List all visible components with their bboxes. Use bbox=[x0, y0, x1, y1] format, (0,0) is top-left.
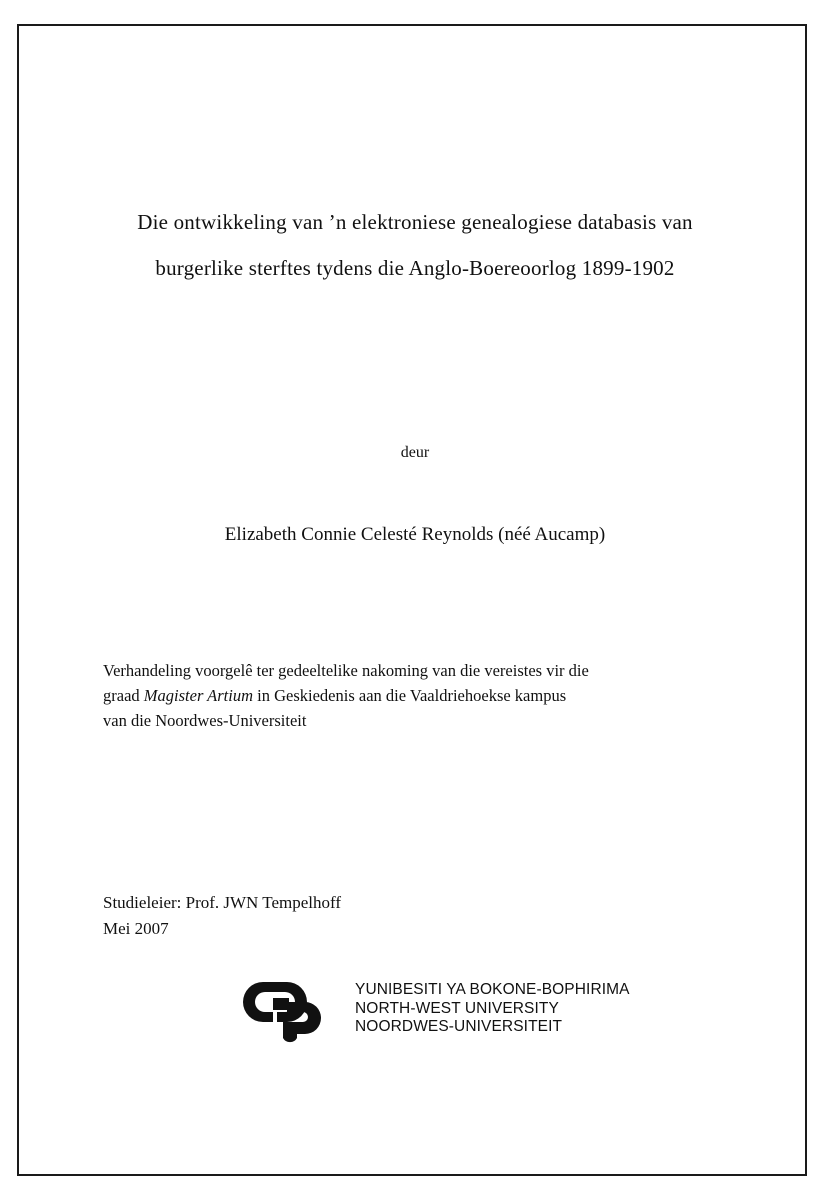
degree-statement bbox=[103, 658, 725, 733]
degree-statement-line-2 bbox=[103, 683, 725, 708]
degree-statement-line-2-post: in Geskiedenis aan die Vaaldriehoekse kampus bbox=[253, 686, 567, 705]
degree-statement-line-3: van die Noordwes-Universiteit bbox=[103, 711, 307, 730]
logo-line-setswana: YUNIBESITI YA BOKONE-BOPHIRIMA bbox=[355, 981, 630, 998]
university-logo-text bbox=[355, 981, 630, 1037]
by-label: deur bbox=[400, 444, 430, 461]
degree-statement-line-1: Verhandeling voorgelê ter gedeeltelike nakoming van die vereistes vir die bbox=[103, 661, 589, 680]
degree-name: Magister Artium bbox=[143, 686, 254, 705]
author-name: Elizabeth Connie Celesté Reynolds (néé Aucamp) bbox=[224, 524, 606, 545]
supervisor-name: Studieleier: Prof. JWN Tempelhoff bbox=[103, 893, 342, 912]
thesis-title-line-1: Die ontwikkeling van ’n elektroniese genealogiese databasis van bbox=[137, 210, 693, 234]
thesis-title-line-2: burgerlike sterftes tydens die Anglo-Boereoorlog 1899-1902 bbox=[155, 256, 675, 280]
thesis-title bbox=[95, 199, 735, 291]
submission-date: Mei 2007 bbox=[103, 919, 169, 938]
supervisor-block bbox=[103, 890, 603, 942]
nwu-logo-icon bbox=[243, 978, 353, 1050]
university-logo bbox=[243, 976, 643, 1056]
logo-line-english: NORTH-WEST UNIVERSITY bbox=[355, 999, 559, 1017]
page-content bbox=[95, 24, 735, 1176]
logo-line-afrikaans: NOORDWES-UNIVERSITEIT bbox=[355, 1018, 563, 1035]
degree-statement-line-2-pre: graad bbox=[103, 686, 144, 705]
